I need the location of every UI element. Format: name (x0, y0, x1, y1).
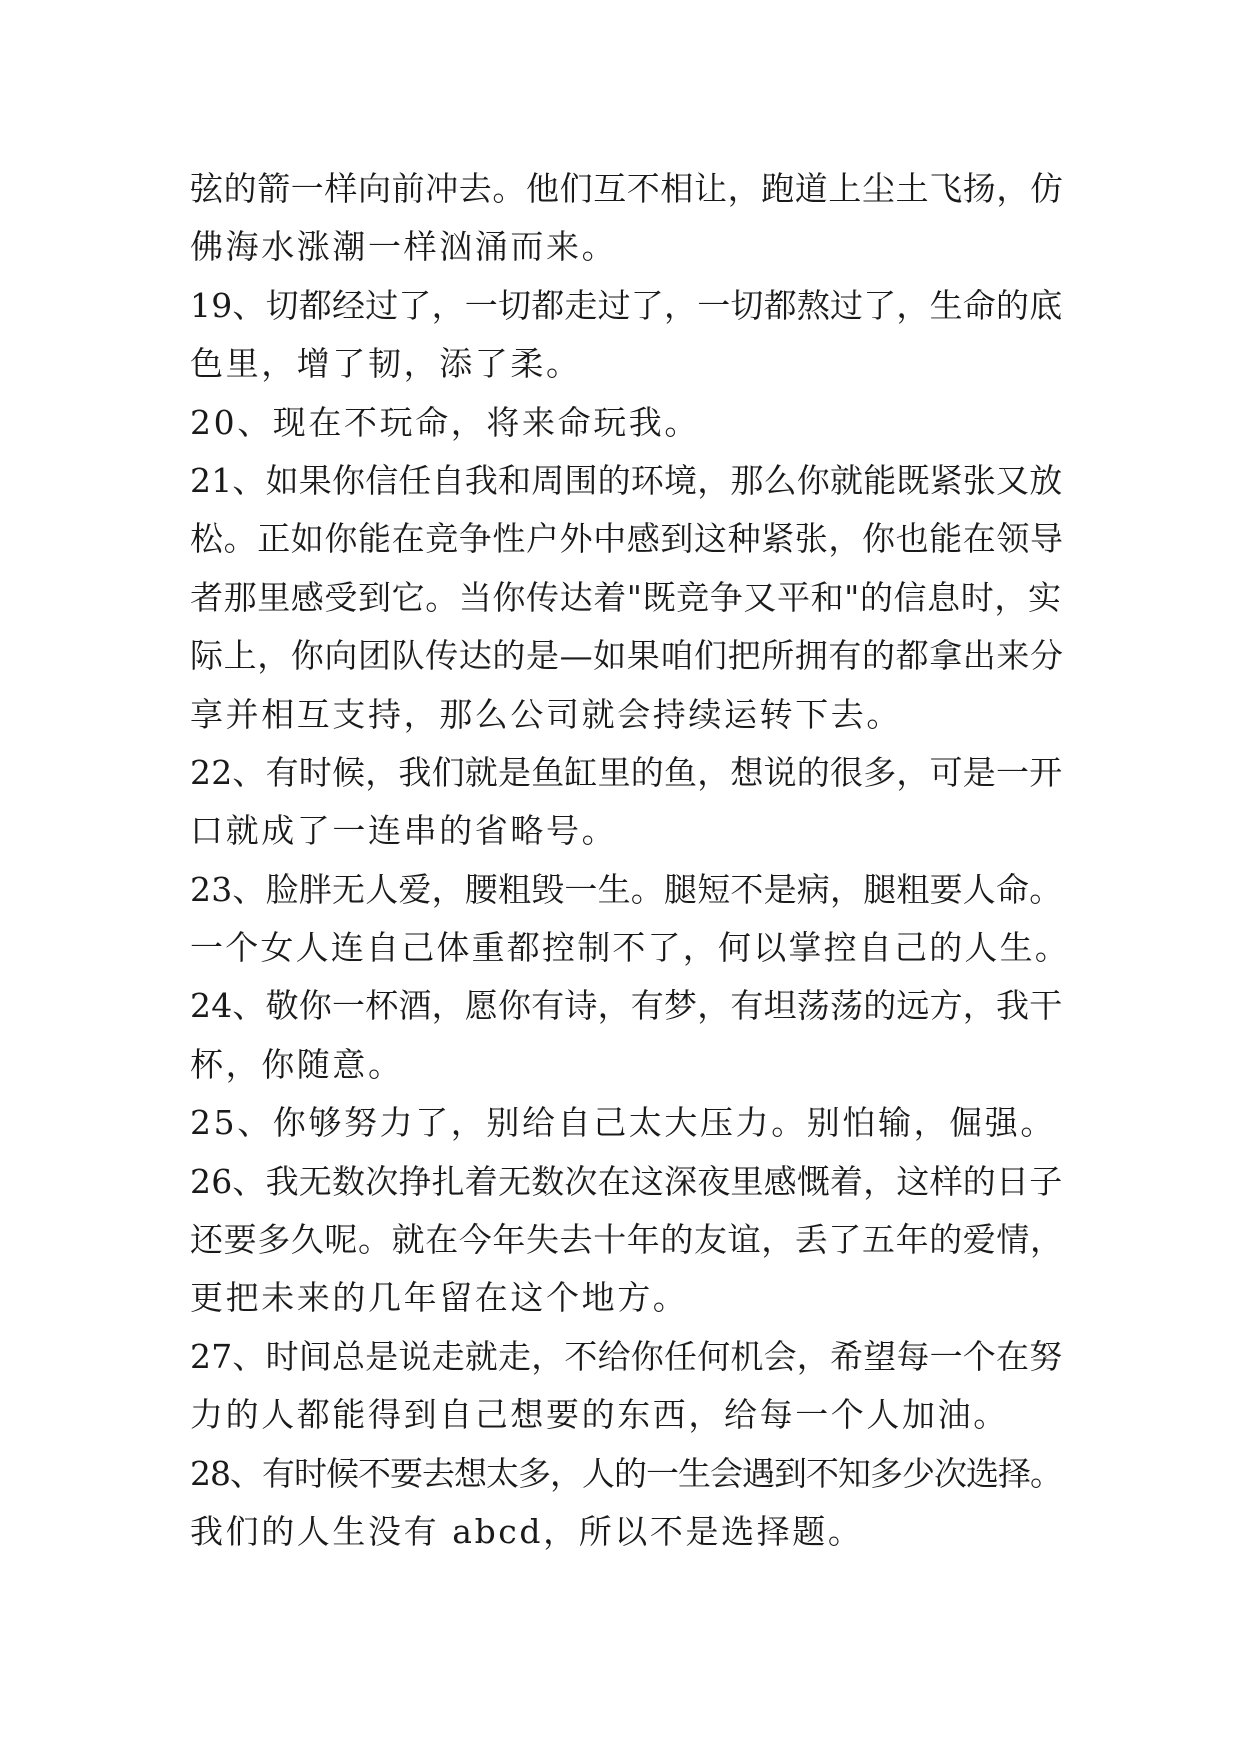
text-line: 20、现在不玩命，将来命玩我。 (190, 402, 700, 442)
text-line: 际上，你向团队传达的是—如果咱们把所拥有的都拿出来分 (190, 636, 1064, 676)
text-line: 我们的人生没有 abcd，所以不是选择题。 (190, 1511, 864, 1551)
text-line: 19、切都经过了，一切都走过了，一切都熬过了，生命的底 (190, 285, 1063, 325)
text-line: 佛海水涨潮一样汹涌而来。 (190, 227, 618, 267)
text-line: 一个女人连自己体重都控制不了，何以掌控自己的人生。 (190, 928, 1070, 968)
text-line: 享并相互支持，那么公司就会持续运转下去。 (190, 694, 902, 734)
text-line: 力的人都能得到自己想要的东西，给每一个人加油。 (190, 1395, 1009, 1435)
document-body (190, 160, 1070, 1561)
text-line: 口就成了一连串的省略号。 (190, 811, 618, 851)
text-line: 更把未来的几年留在这个地方。 (190, 1278, 689, 1318)
text-line: 杯，你随意。 (190, 1044, 404, 1084)
text-line: 松。正如你能在竞争性户外中感到这种紧张，你也能在领导 (190, 519, 1064, 559)
text-line: 弦的箭一样向前冲去。他们互不相让，跑道上尘土飞扬，仿 (190, 169, 1064, 208)
text-line: 21、如果你信任自我和周围的环境，那么你就能既紧张又放 (190, 460, 1063, 500)
text-line: 者那里感受到它。当你传达着"既竞争又平和"的信息时，实 (190, 577, 1062, 617)
text-line: 23、脸胖无人爱，腰粗毁一生。腿短不是病，腿粗要人命。 (190, 869, 1063, 909)
text-line: 27、时间总是说走就走，不给你任何机会，希望每一个在努 (190, 1336, 1063, 1376)
text-line: 25、你够努力了，别给自己太大压力。别怕输，倔强。 (190, 1103, 1056, 1143)
text-line: 28、有时候不要去想太多，人的一生会遇到不知多少次选择。 (190, 1453, 1062, 1493)
text-line: 24、敬你一杯酒，愿你有诗，有梦，有坦荡荡的远方，我干 (190, 986, 1063, 1026)
text-line: 色里，增了韧，添了柔。 (190, 344, 582, 384)
text-line: 22、有时候，我们就是鱼缸里的鱼，想说的很多，可是一开 (190, 752, 1063, 792)
text-line: 还要多久呢。就在今年失去十年的友谊，丢了五年的爱情， (190, 1220, 1064, 1260)
text-line: 26、我无数次挣扎着无数次在这深夜里感慨着，这样的日子 (190, 1161, 1063, 1201)
